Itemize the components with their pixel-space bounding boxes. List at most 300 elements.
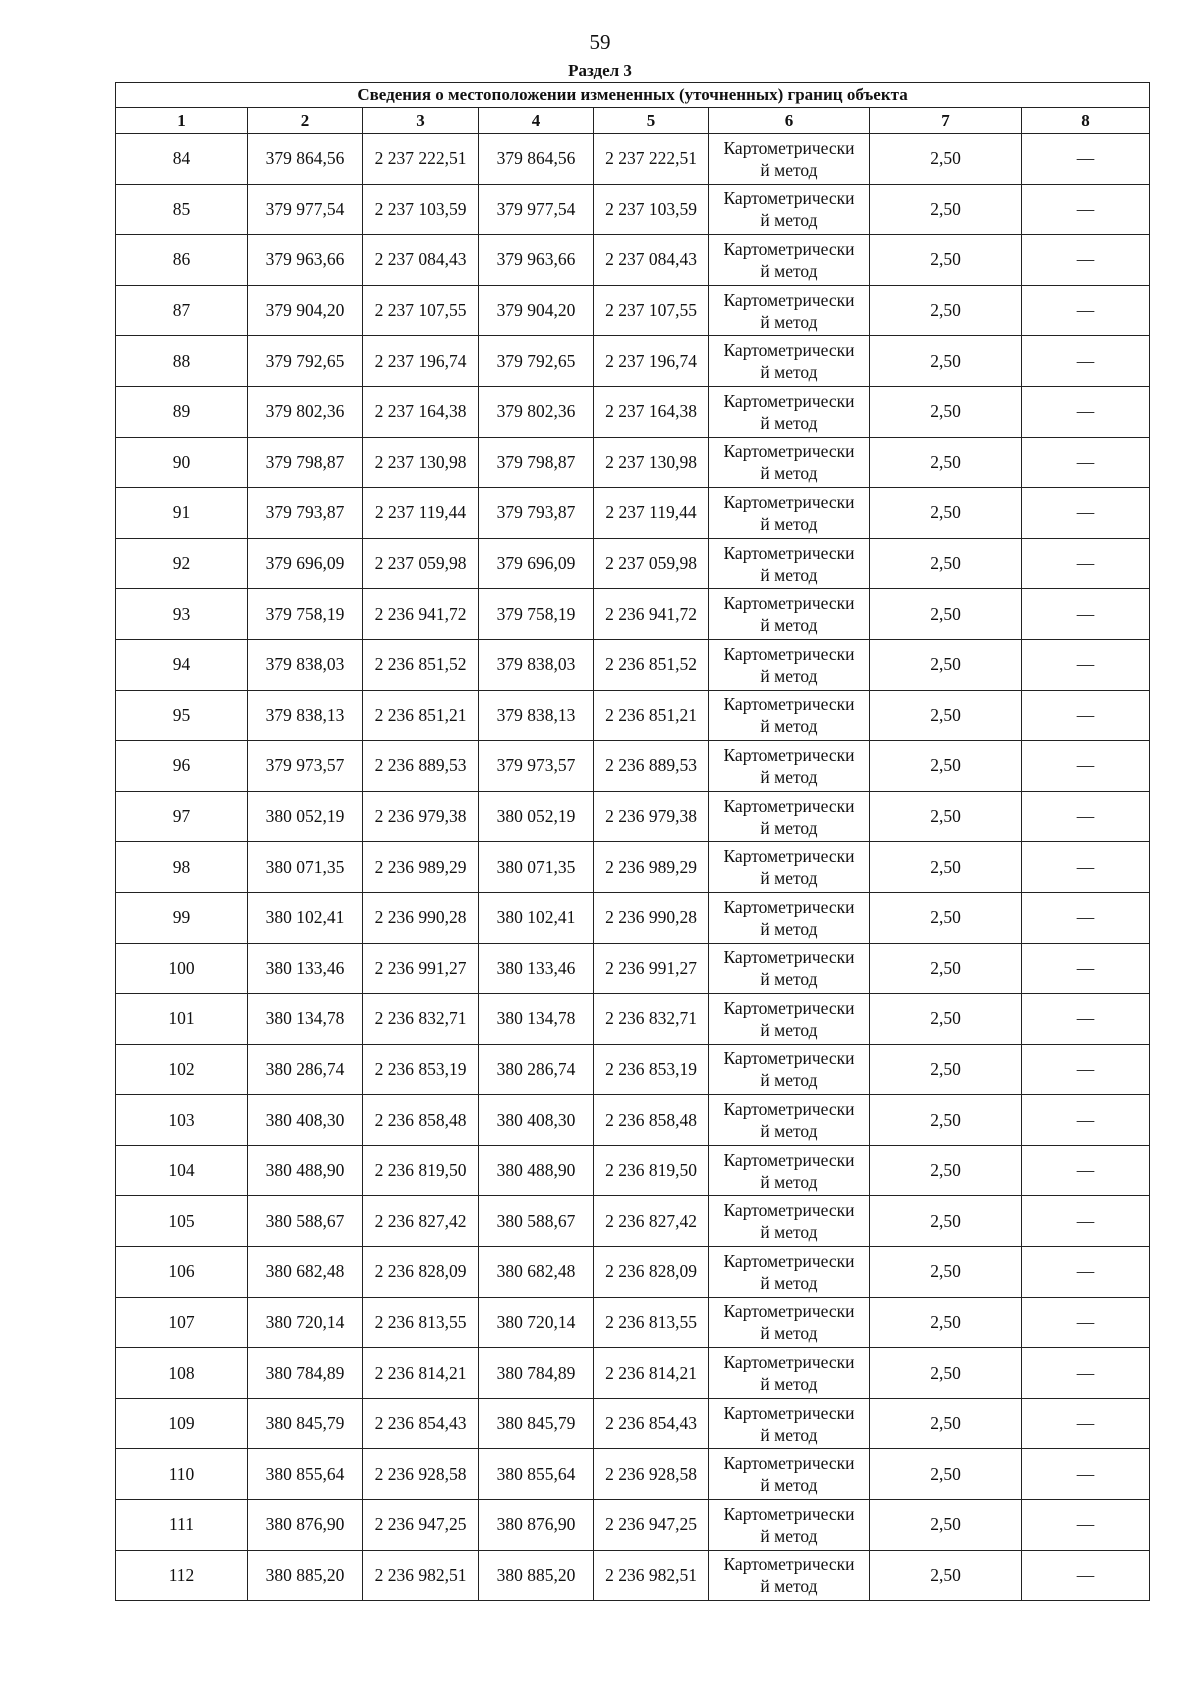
method-cell: [709, 1044, 870, 1095]
existing-y-cell: 2 236 982,51: [363, 1550, 479, 1601]
coordinates-table: [115, 82, 1150, 1601]
existing-x-cell: 379 904,20: [248, 285, 363, 336]
method-text-line2: й метод: [760, 412, 818, 433]
refined-x-cell: 380 845,79: [479, 1398, 594, 1449]
refined-y-cell: 2 237 222,51: [594, 134, 709, 185]
accuracy-cell: 2,50: [870, 1398, 1022, 1449]
table-row: [116, 134, 1150, 185]
refined-y-cell: 2 236 991,27: [594, 943, 709, 994]
existing-x-cell: 380 876,90: [248, 1500, 363, 1551]
method-cell: [709, 994, 870, 1045]
method-cell: [709, 386, 870, 437]
existing-y-cell: 2 236 813,55: [363, 1297, 479, 1348]
table-row: [116, 1348, 1150, 1399]
note-cell: —: [1022, 994, 1150, 1045]
refined-x-cell: 380 286,74: [479, 1044, 594, 1095]
refined-y-cell: 2 236 989,29: [594, 842, 709, 893]
existing-x-cell: 380 071,35: [248, 842, 363, 893]
note-cell: —: [1022, 791, 1150, 842]
method-text-line1: Картометрически: [723, 491, 855, 512]
method-cell: [709, 892, 870, 943]
point-number-cell: 108: [116, 1348, 248, 1399]
refined-y-cell: 2 236 858,48: [594, 1095, 709, 1146]
method-text-line1: Картометрически: [723, 441, 855, 462]
refined-x-cell: 379 793,87: [479, 488, 594, 539]
accuracy-cell: 2,50: [870, 336, 1022, 387]
accuracy-cell: 2,50: [870, 538, 1022, 589]
refined-y-cell: 2 236 827,42: [594, 1196, 709, 1247]
method-text-line2: й метод: [760, 817, 818, 838]
method-text-line1: Картометрически: [723, 542, 855, 563]
existing-y-cell: 2 236 814,21: [363, 1348, 479, 1399]
refined-x-cell: 380 855,64: [479, 1449, 594, 1500]
accuracy-cell: 2,50: [870, 1044, 1022, 1095]
note-cell: —: [1022, 488, 1150, 539]
method-text-line1: Картометрически: [723, 1352, 855, 1373]
point-number-cell: 91: [116, 488, 248, 539]
method-text-line1: Картометрически: [723, 643, 855, 664]
accuracy-cell: 2,50: [870, 741, 1022, 792]
refined-x-cell: 380 408,30: [479, 1095, 594, 1146]
method-text-line2: й метод: [760, 918, 818, 939]
existing-y-cell: 2 236 832,71: [363, 994, 479, 1045]
refined-y-cell: 2 236 982,51: [594, 1550, 709, 1601]
method-text-line1: Картометрически: [723, 1503, 855, 1524]
method-cell: [709, 235, 870, 286]
column-number: 2: [248, 108, 363, 134]
refined-x-cell: 379 838,13: [479, 690, 594, 741]
method-text-line2: й метод: [760, 1222, 818, 1243]
note-cell: —: [1022, 1398, 1150, 1449]
accuracy-cell: 2,50: [870, 1297, 1022, 1348]
refined-y-cell: 2 236 819,50: [594, 1145, 709, 1196]
refined-x-cell: 379 798,87: [479, 437, 594, 488]
point-number-cell: 112: [116, 1550, 248, 1601]
method-text-line2: й метод: [760, 1019, 818, 1040]
method-cell: [709, 134, 870, 185]
refined-y-cell: 2 236 828,09: [594, 1247, 709, 1298]
method-text-line2: й метод: [760, 159, 818, 180]
table-row: [116, 943, 1150, 994]
accuracy-cell: 2,50: [870, 1196, 1022, 1247]
table-row: [116, 1550, 1150, 1601]
note-cell: —: [1022, 842, 1150, 893]
method-cell: [709, 437, 870, 488]
refined-y-cell: 2 236 947,25: [594, 1500, 709, 1551]
existing-x-cell: 379 802,36: [248, 386, 363, 437]
table-row: [116, 1095, 1150, 1146]
method-cell: [709, 842, 870, 893]
existing-x-cell: 380 052,19: [248, 791, 363, 842]
accuracy-cell: 2,50: [870, 1247, 1022, 1298]
method-cell: [709, 943, 870, 994]
table-row: [116, 1044, 1150, 1095]
method-cell: [709, 690, 870, 741]
point-number-cell: 97: [116, 791, 248, 842]
note-cell: —: [1022, 1297, 1150, 1348]
method-cell: [709, 336, 870, 387]
method-text-line2: й метод: [760, 969, 818, 990]
method-text-line1: Картометрически: [723, 744, 855, 765]
table-row: [116, 336, 1150, 387]
method-cell: [709, 1348, 870, 1399]
method-text-line1: Картометрически: [723, 846, 855, 867]
accuracy-cell: 2,50: [870, 1500, 1022, 1551]
point-number-cell: 96: [116, 741, 248, 792]
table-row: [116, 235, 1150, 286]
table-row: [116, 184, 1150, 235]
refined-y-cell: 2 237 164,38: [594, 386, 709, 437]
refined-y-cell: 2 237 119,44: [594, 488, 709, 539]
point-number-cell: 105: [116, 1196, 248, 1247]
page-number: 59: [589, 30, 611, 54]
existing-x-cell: 379 864,56: [248, 134, 363, 185]
method-text-line2: й метод: [760, 766, 818, 787]
point-number-cell: 111: [116, 1500, 248, 1551]
point-number-cell: 103: [116, 1095, 248, 1146]
accuracy-cell: 2,50: [870, 1550, 1022, 1601]
refined-x-cell: 379 838,03: [479, 639, 594, 690]
method-text-line2: й метод: [760, 463, 818, 484]
method-text-line2: й метод: [760, 1070, 818, 1091]
note-cell: —: [1022, 386, 1150, 437]
table-row: [116, 488, 1150, 539]
accuracy-cell: 2,50: [870, 1348, 1022, 1399]
method-cell: [709, 1500, 870, 1551]
point-number-cell: 99: [116, 892, 248, 943]
method-text-line1: Картометрически: [723, 896, 855, 917]
existing-x-cell: 379 792,65: [248, 336, 363, 387]
accuracy-cell: 2,50: [870, 943, 1022, 994]
existing-y-cell: 2 237 059,98: [363, 538, 479, 589]
method-text-line1: Картометрически: [723, 289, 855, 310]
existing-y-cell: 2 236 947,25: [363, 1500, 479, 1551]
column-number: 8: [1022, 108, 1150, 134]
note-cell: —: [1022, 184, 1150, 235]
table-row: [116, 285, 1150, 336]
method-cell: [709, 741, 870, 792]
table-row: [116, 386, 1150, 437]
refined-y-cell: 2 237 196,74: [594, 336, 709, 387]
point-number-cell: 106: [116, 1247, 248, 1298]
method-text-line2: й метод: [760, 1576, 818, 1597]
accuracy-cell: 2,50: [870, 892, 1022, 943]
note-cell: —: [1022, 1449, 1150, 1500]
accuracy-cell: 2,50: [870, 285, 1022, 336]
existing-x-cell: 380 845,79: [248, 1398, 363, 1449]
note-cell: —: [1022, 589, 1150, 640]
method-text-line2: й метод: [760, 260, 818, 281]
refined-x-cell: 380 133,46: [479, 943, 594, 994]
note-cell: —: [1022, 1500, 1150, 1551]
note-cell: —: [1022, 639, 1150, 690]
table-row: [116, 994, 1150, 1045]
existing-y-cell: 2 236 990,28: [363, 892, 479, 943]
existing-x-cell: 380 102,41: [248, 892, 363, 943]
note-cell: —: [1022, 892, 1150, 943]
note-cell: —: [1022, 538, 1150, 589]
method-text-line1: Картометрически: [723, 238, 855, 259]
table-row: [116, 1297, 1150, 1348]
method-cell: [709, 1398, 870, 1449]
table-caption-row: [116, 83, 1150, 108]
refined-x-cell: 380 720,14: [479, 1297, 594, 1348]
note-cell: —: [1022, 690, 1150, 741]
point-number-cell: 101: [116, 994, 248, 1045]
note-cell: —: [1022, 1348, 1150, 1399]
table-row: [116, 589, 1150, 640]
existing-y-cell: 2 237 164,38: [363, 386, 479, 437]
existing-x-cell: 380 286,74: [248, 1044, 363, 1095]
method-text-line1: Картометрически: [723, 694, 855, 715]
refined-y-cell: 2 236 853,19: [594, 1044, 709, 1095]
column-number: 7: [870, 108, 1022, 134]
point-number-cell: 84: [116, 134, 248, 185]
existing-y-cell: 2 236 828,09: [363, 1247, 479, 1298]
refined-x-cell: 380 784,89: [479, 1348, 594, 1399]
existing-y-cell: 2 236 853,19: [363, 1044, 479, 1095]
existing-y-cell: 2 236 827,42: [363, 1196, 479, 1247]
method-text-line2: й метод: [760, 1323, 818, 1344]
method-cell: [709, 1196, 870, 1247]
method-cell: [709, 184, 870, 235]
accuracy-cell: 2,50: [870, 386, 1022, 437]
note-cell: —: [1022, 1247, 1150, 1298]
accuracy-cell: 2,50: [870, 791, 1022, 842]
accuracy-cell: 2,50: [870, 1449, 1022, 1500]
refined-y-cell: 2 236 814,21: [594, 1348, 709, 1399]
point-number-cell: 94: [116, 639, 248, 690]
table-row: [116, 538, 1150, 589]
accuracy-cell: 2,50: [870, 488, 1022, 539]
method-text-line2: й метод: [760, 1374, 818, 1395]
accuracy-cell: 2,50: [870, 184, 1022, 235]
refined-y-cell: 2 237 103,59: [594, 184, 709, 235]
point-number-cell: 107: [116, 1297, 248, 1348]
method-cell: [709, 791, 870, 842]
point-number-cell: 93: [116, 589, 248, 640]
existing-x-cell: 379 977,54: [248, 184, 363, 235]
table-row: [116, 1500, 1150, 1551]
method-cell: [709, 1145, 870, 1196]
method-text-line1: Картометрически: [723, 1250, 855, 1271]
refined-y-cell: 2 236 851,21: [594, 690, 709, 741]
note-cell: —: [1022, 336, 1150, 387]
refined-y-cell: 2 236 990,28: [594, 892, 709, 943]
point-number-cell: 110: [116, 1449, 248, 1500]
method-text-line2: й метод: [760, 1475, 818, 1496]
method-cell: [709, 1449, 870, 1500]
existing-y-cell: 2 236 854,43: [363, 1398, 479, 1449]
refined-y-cell: 2 236 832,71: [594, 994, 709, 1045]
point-number-cell: 98: [116, 842, 248, 893]
method-text-line1: Картометрически: [723, 1048, 855, 1069]
existing-y-cell: 2 236 889,53: [363, 741, 479, 792]
refined-y-cell: 2 236 851,52: [594, 639, 709, 690]
method-cell: [709, 639, 870, 690]
point-number-cell: 95: [116, 690, 248, 741]
refined-x-cell: 379 758,19: [479, 589, 594, 640]
existing-y-cell: 2 236 819,50: [363, 1145, 479, 1196]
method-text-line2: й метод: [760, 513, 818, 534]
existing-y-cell: 2 236 858,48: [363, 1095, 479, 1146]
accuracy-cell: 2,50: [870, 639, 1022, 690]
method-text-line1: Картометрически: [723, 947, 855, 968]
refined-y-cell: 2 237 130,98: [594, 437, 709, 488]
note-cell: —: [1022, 1196, 1150, 1247]
table-caption: Сведения о местоположении измененных (уточненных) границ объекта: [116, 83, 1150, 108]
existing-x-cell: 380 784,89: [248, 1348, 363, 1399]
method-text-line2: й метод: [760, 1171, 818, 1192]
method-text-line1: Картометрически: [723, 1554, 855, 1575]
existing-x-cell: 379 838,13: [248, 690, 363, 741]
refined-x-cell: 380 876,90: [479, 1500, 594, 1551]
existing-x-cell: 380 720,14: [248, 1297, 363, 1348]
existing-y-cell: 2 236 851,52: [363, 639, 479, 690]
table-row: [116, 1398, 1150, 1449]
method-text-line1: Картометрически: [723, 1200, 855, 1221]
refined-y-cell: 2 236 889,53: [594, 741, 709, 792]
existing-x-cell: 379 973,57: [248, 741, 363, 792]
note-cell: —: [1022, 1044, 1150, 1095]
refined-y-cell: 2 237 107,55: [594, 285, 709, 336]
method-text-line2: й метод: [760, 564, 818, 585]
existing-y-cell: 2 236 851,21: [363, 690, 479, 741]
table-row: [116, 842, 1150, 893]
refined-x-cell: 379 973,57: [479, 741, 594, 792]
point-number-cell: 100: [116, 943, 248, 994]
accuracy-cell: 2,50: [870, 690, 1022, 741]
existing-x-cell: 380 488,90: [248, 1145, 363, 1196]
method-text-line1: Картометрически: [723, 1149, 855, 1170]
point-number-cell: 86: [116, 235, 248, 286]
existing-x-cell: 380 682,48: [248, 1247, 363, 1298]
point-number-cell: 85: [116, 184, 248, 235]
existing-x-cell: 379 838,03: [248, 639, 363, 690]
accuracy-cell: 2,50: [870, 235, 1022, 286]
note-cell: —: [1022, 235, 1150, 286]
note-cell: —: [1022, 285, 1150, 336]
table-row: [116, 892, 1150, 943]
table-row: [116, 1196, 1150, 1247]
refined-y-cell: 2 236 854,43: [594, 1398, 709, 1449]
accuracy-cell: 2,50: [870, 842, 1022, 893]
table-row: [116, 1247, 1150, 1298]
method-text-line2: й метод: [760, 1525, 818, 1546]
existing-y-cell: 2 237 103,59: [363, 184, 479, 235]
method-text-line2: й метод: [760, 868, 818, 889]
point-number-cell: 87: [116, 285, 248, 336]
column-number: 1: [116, 108, 248, 134]
existing-x-cell: 379 758,19: [248, 589, 363, 640]
existing-y-cell: 2 237 196,74: [363, 336, 479, 387]
refined-x-cell: 379 963,66: [479, 235, 594, 286]
accuracy-cell: 2,50: [870, 589, 1022, 640]
refined-x-cell: 379 696,09: [479, 538, 594, 589]
method-text-line1: Картометрически: [723, 340, 855, 361]
existing-y-cell: 2 236 989,29: [363, 842, 479, 893]
method-text-line2: й метод: [760, 716, 818, 737]
method-text-line1: Картометрически: [723, 593, 855, 614]
method-text-line2: й метод: [760, 210, 818, 231]
accuracy-cell: 2,50: [870, 437, 1022, 488]
refined-x-cell: 380 134,78: [479, 994, 594, 1045]
refined-y-cell: 2 236 813,55: [594, 1297, 709, 1348]
method-text-line2: й метод: [760, 1272, 818, 1293]
accuracy-cell: 2,50: [870, 134, 1022, 185]
refined-x-cell: 380 885,20: [479, 1550, 594, 1601]
note-cell: —: [1022, 437, 1150, 488]
method-cell: [709, 1247, 870, 1298]
existing-y-cell: 2 237 084,43: [363, 235, 479, 286]
existing-y-cell: 2 237 107,55: [363, 285, 479, 336]
column-number-row: [116, 108, 1150, 134]
section-title: Раздел 3: [568, 61, 632, 80]
existing-y-cell: 2 237 222,51: [363, 134, 479, 185]
method-text-line1: Картометрически: [723, 188, 855, 209]
refined-y-cell: 2 236 941,72: [594, 589, 709, 640]
note-cell: —: [1022, 1145, 1150, 1196]
table-row: [116, 437, 1150, 488]
table-row: [116, 791, 1150, 842]
existing-y-cell: 2 236 941,72: [363, 589, 479, 640]
point-number-cell: 88: [116, 336, 248, 387]
method-text-line2: й метод: [760, 665, 818, 686]
method-text-line2: й метод: [760, 362, 818, 383]
existing-x-cell: 380 133,46: [248, 943, 363, 994]
refined-y-cell: 2 236 928,58: [594, 1449, 709, 1500]
method-text-line2: й метод: [760, 1121, 818, 1142]
refined-x-cell: 379 802,36: [479, 386, 594, 437]
method-cell: [709, 488, 870, 539]
existing-y-cell: 2 236 928,58: [363, 1449, 479, 1500]
method-cell: [709, 1095, 870, 1146]
refined-x-cell: 380 682,48: [479, 1247, 594, 1298]
existing-y-cell: 2 236 991,27: [363, 943, 479, 994]
table-row: [116, 741, 1150, 792]
table-row: [116, 1449, 1150, 1500]
method-cell: [709, 538, 870, 589]
method-text-line2: й метод: [760, 311, 818, 332]
point-number-cell: 109: [116, 1398, 248, 1449]
refined-y-cell: 2 237 084,43: [594, 235, 709, 286]
method-text-line1: Картометрически: [723, 997, 855, 1018]
existing-y-cell: 2 236 979,38: [363, 791, 479, 842]
method-text-line1: Картометрически: [723, 1402, 855, 1423]
method-text-line1: Картометрически: [723, 1453, 855, 1474]
existing-x-cell: 380 134,78: [248, 994, 363, 1045]
refined-x-cell: 379 792,65: [479, 336, 594, 387]
refined-x-cell: 379 904,20: [479, 285, 594, 336]
method-cell: [709, 285, 870, 336]
column-number: 5: [594, 108, 709, 134]
accuracy-cell: 2,50: [870, 994, 1022, 1045]
method-text-line1: Картометрически: [723, 1099, 855, 1120]
refined-y-cell: 2 236 979,38: [594, 791, 709, 842]
method-text-line1: Картометрически: [723, 390, 855, 411]
method-cell: [709, 1550, 870, 1601]
note-cell: —: [1022, 943, 1150, 994]
column-number: 4: [479, 108, 594, 134]
refined-y-cell: 2 237 059,98: [594, 538, 709, 589]
method-text-line2: й метод: [760, 1424, 818, 1445]
note-cell: —: [1022, 1550, 1150, 1601]
existing-x-cell: 379 793,87: [248, 488, 363, 539]
method-text-line1: Картометрически: [723, 1301, 855, 1322]
existing-y-cell: 2 237 130,98: [363, 437, 479, 488]
point-number-cell: 89: [116, 386, 248, 437]
refined-x-cell: 379 977,54: [479, 184, 594, 235]
